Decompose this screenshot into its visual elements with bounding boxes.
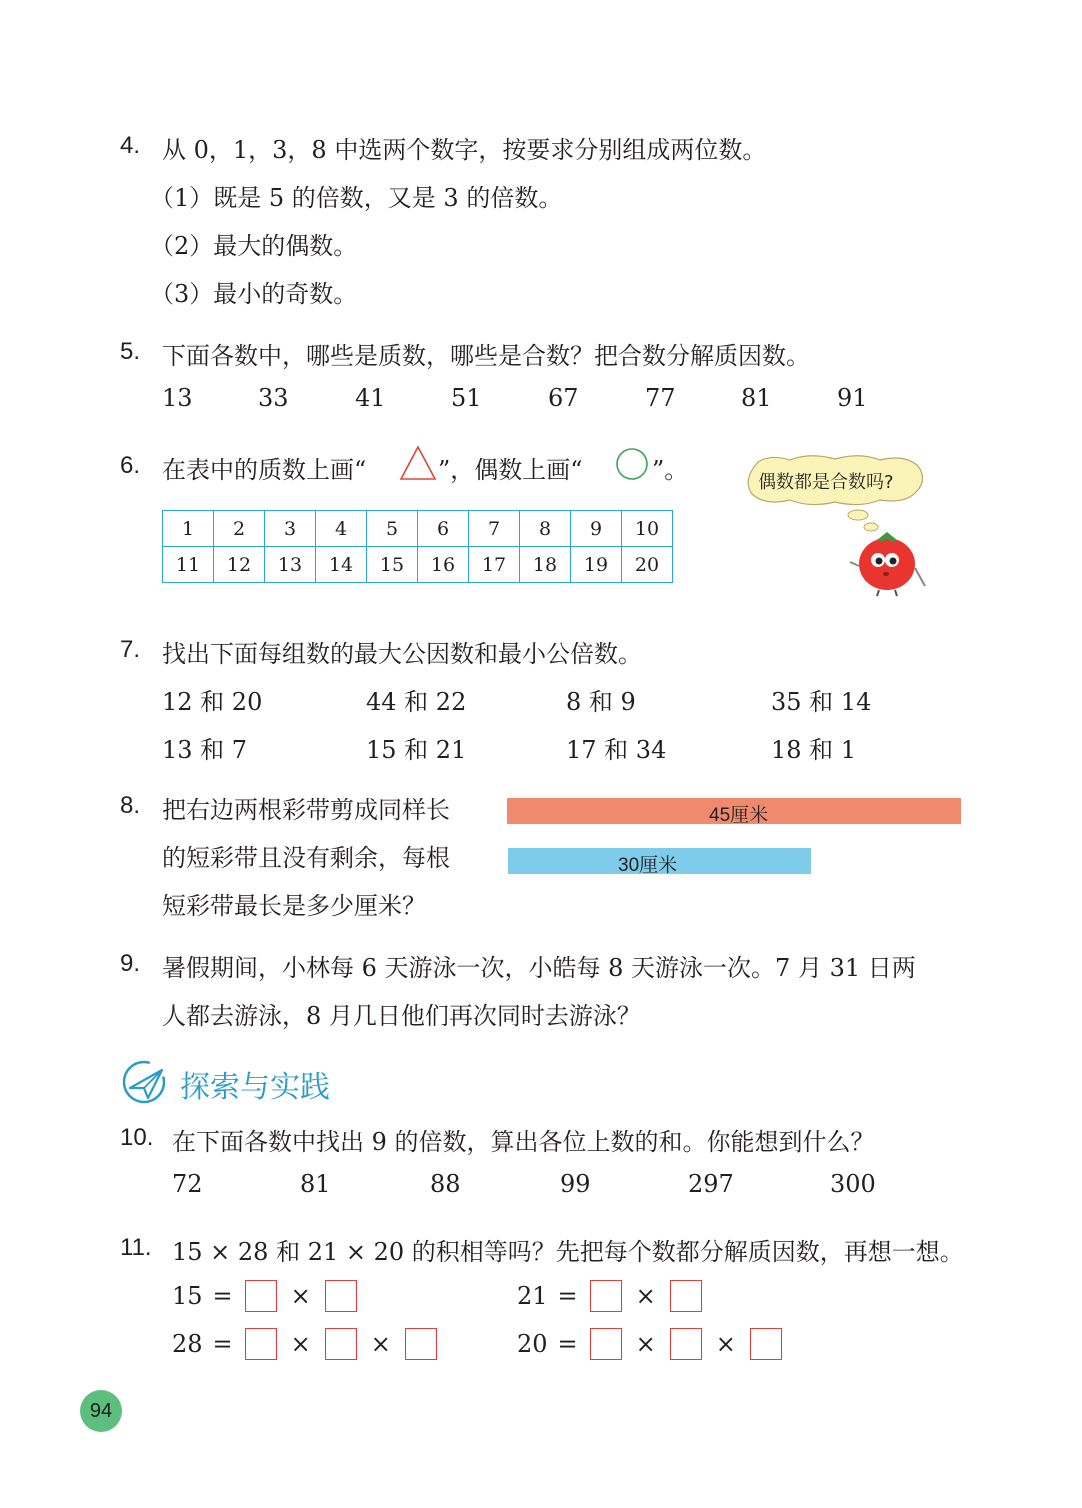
q11-text: 15 × 28 和 21 × 20 的积相等吗？先把每个数都分解质因数，再想一想。 xyxy=(172,1238,964,1266)
q11-number: 11. xyxy=(120,1234,152,1261)
times-sign: × xyxy=(370,1330,391,1358)
equals-sign: = xyxy=(557,1282,578,1310)
table-cell[interactable]: 12 xyxy=(214,547,265,583)
page-number: 94 xyxy=(80,1390,122,1432)
table-cell[interactable]: 18 xyxy=(520,547,571,583)
ribbon-30 xyxy=(508,848,811,874)
equals-sign: = xyxy=(212,1282,233,1310)
q4-number: 4. xyxy=(120,132,141,159)
number-table xyxy=(162,510,673,583)
equals-sign: = xyxy=(212,1330,233,1358)
q5-number-item: 13 xyxy=(162,384,193,412)
q5-number-item: 41 xyxy=(355,384,386,412)
equals-sign: = xyxy=(557,1330,578,1358)
q8-line-1: 把右边两根彩带剪成同样长 xyxy=(162,796,450,824)
q4-sub-3: （3）最小的奇数。 xyxy=(150,280,358,308)
q4-sub-1: （1）既是 5 的倍数，又是 3 的倍数。 xyxy=(150,184,563,212)
table-row xyxy=(163,547,673,583)
factor-equation xyxy=(172,1328,437,1360)
q5-text: 下面各数中，哪些是质数，哪些是合数？把合数分解质因数。 xyxy=(162,342,810,370)
answer-box[interactable] xyxy=(590,1280,622,1312)
q7-pair: 15 和 21 xyxy=(366,736,467,764)
q10-number-item: 300 xyxy=(830,1170,876,1198)
q8-line-2: 的短彩带且没有剩余，每根 xyxy=(162,844,450,872)
circle-icon xyxy=(613,446,651,482)
answer-box[interactable] xyxy=(325,1328,357,1360)
table-cell[interactable]: 2 xyxy=(214,511,265,547)
answer-box[interactable] xyxy=(405,1328,437,1360)
table-cell[interactable]: 4 xyxy=(316,511,367,547)
ribbon-30-label: 30厘米 xyxy=(618,855,678,876)
equation-lhs: 20 xyxy=(517,1330,548,1358)
table-cell[interactable]: 15 xyxy=(367,547,418,583)
q5-number-item: 33 xyxy=(258,384,289,412)
q9-line-2: 人都去游泳，8 月几日他们再次同时去游泳？ xyxy=(162,1002,641,1030)
equation-lhs: 15 xyxy=(172,1282,203,1310)
table-cell[interactable]: 17 xyxy=(469,547,520,583)
q10-text: 在下面各数中找出 9 的倍数，算出各位上数的和。你能想到什么？ xyxy=(172,1128,875,1156)
q6-number: 6. xyxy=(120,452,141,479)
table-cell[interactable]: 20 xyxy=(622,547,673,583)
section-title: 探索与实践 xyxy=(180,1070,330,1105)
table-cell[interactable]: 3 xyxy=(265,511,316,547)
q7-pair: 13 和 7 xyxy=(162,736,248,764)
table-cell[interactable]: 6 xyxy=(418,511,469,547)
q10-number-item: 72 xyxy=(172,1170,203,1198)
q10-number-item: 88 xyxy=(430,1170,461,1198)
answer-box[interactable] xyxy=(590,1328,622,1360)
ribbon-45 xyxy=(507,798,961,824)
q5-number-item: 51 xyxy=(451,384,482,412)
table-cell[interactable]: 13 xyxy=(265,547,316,583)
table-cell[interactable]: 1 xyxy=(163,511,214,547)
table-cell[interactable]: 8 xyxy=(520,511,571,547)
q10-number: 10. xyxy=(120,1124,154,1151)
answer-box[interactable] xyxy=(750,1328,782,1360)
q9-line-1: 暑假期间，小林每 6 天游泳一次，小皓每 8 天游泳一次。7 月 31 日两 xyxy=(162,954,916,982)
answer-box[interactable] xyxy=(325,1280,357,1312)
table-cell[interactable]: 16 xyxy=(418,547,469,583)
q7-pair: 12 和 20 xyxy=(162,688,263,716)
q5-number-item: 81 xyxy=(741,384,772,412)
q4-sub-2: （2）最大的偶数。 xyxy=(150,232,358,260)
q7-pair: 35 和 14 xyxy=(771,688,872,716)
q7-pair: 8 和 9 xyxy=(566,688,636,716)
table-cell[interactable]: 14 xyxy=(316,547,367,583)
q10-number-item: 297 xyxy=(688,1170,734,1198)
q7-pair: 44 和 22 xyxy=(366,688,467,716)
table-cell[interactable]: 9 xyxy=(571,511,622,547)
q9-number: 9. xyxy=(120,950,141,977)
q8-number: 8. xyxy=(120,792,141,819)
times-sign: × xyxy=(290,1282,311,1310)
ribbon-45-label: 45厘米 xyxy=(709,805,769,826)
q10-number-item: 99 xyxy=(560,1170,591,1198)
tomato-mascot xyxy=(845,528,930,598)
q6-text-a: 在表中的质数上画“ xyxy=(162,456,367,484)
q8-line-3: 短彩带最长是多少厘米？ xyxy=(162,892,426,920)
q5-number-item: 77 xyxy=(645,384,676,412)
q4-text: 从 0，1，3，8 中选两个数字，按要求分别组成两位数。 xyxy=(162,136,767,164)
bubble-text: 偶数都是合数吗? xyxy=(758,472,894,493)
q6-text-b: ”，偶数上画“ xyxy=(438,456,583,484)
q5-number-item: 91 xyxy=(837,384,868,412)
q7-pair: 18 和 1 xyxy=(771,736,857,764)
factor-equation xyxy=(517,1280,702,1312)
factor-equation xyxy=(517,1328,782,1360)
q7-text: 找出下面每组数的最大公因数和最小公倍数。 xyxy=(162,640,642,668)
q7-pair: 17 和 34 xyxy=(566,736,667,764)
answer-box[interactable] xyxy=(670,1280,702,1312)
times-sign: × xyxy=(715,1330,736,1358)
table-cell[interactable]: 11 xyxy=(163,547,214,583)
q5-number-item: 67 xyxy=(548,384,579,412)
equation-lhs: 28 xyxy=(172,1330,203,1358)
q5-number: 5. xyxy=(120,338,141,365)
q10-number-item: 81 xyxy=(300,1170,331,1198)
times-sign: × xyxy=(635,1330,656,1358)
factor-equation xyxy=(172,1280,357,1312)
table-row xyxy=(163,511,673,547)
table-cell[interactable]: 19 xyxy=(571,547,622,583)
table-cell[interactable]: 10 xyxy=(622,511,673,547)
answer-box[interactable] xyxy=(245,1280,277,1312)
table-cell[interactable]: 5 xyxy=(367,511,418,547)
table-cell[interactable]: 7 xyxy=(469,511,520,547)
times-sign: × xyxy=(290,1330,311,1358)
equation-lhs: 21 xyxy=(517,1282,548,1310)
q7-number: 7. xyxy=(120,636,141,663)
paper-plane-icon xyxy=(120,1058,172,1106)
answer-box[interactable] xyxy=(670,1328,702,1360)
answer-box[interactable] xyxy=(245,1328,277,1360)
times-sign: × xyxy=(635,1282,656,1310)
triangle-icon xyxy=(398,444,438,482)
q6-text-c: ”。 xyxy=(652,456,689,484)
